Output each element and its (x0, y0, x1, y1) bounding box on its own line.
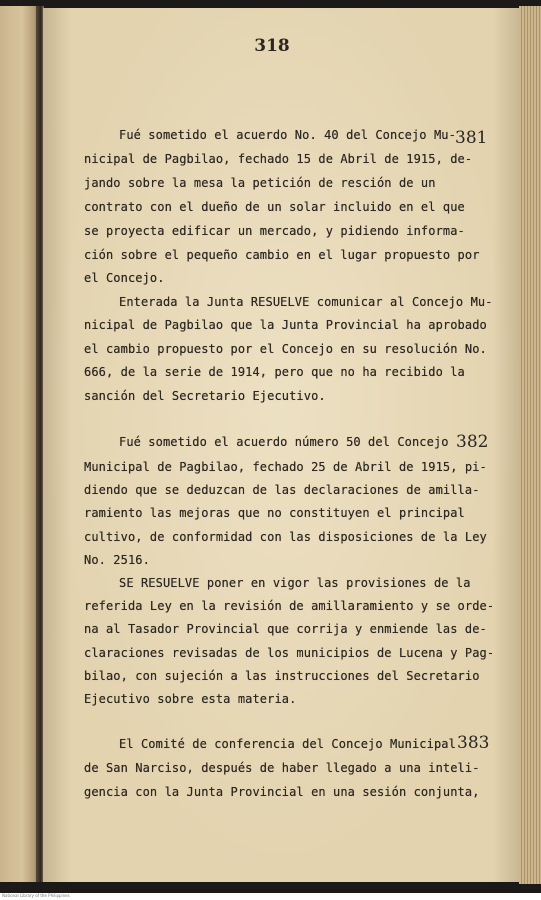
text-line: se proyecta edificar un mercado, y pidiendo informa- (84, 224, 465, 238)
text-line: sanción del Secretario Ejecutivo. (84, 389, 326, 403)
text-line: Fué sometido el acuerdo número 50 del Concejo (119, 435, 449, 449)
page-number: 318 (254, 36, 290, 56)
text-line: El Comité de conferencia del Concejo Municipal (119, 737, 456, 751)
entry-number-381: 381 (455, 128, 488, 148)
text-line: na al Tasador Provincial que corrija y enmiende las de- (84, 622, 487, 636)
text-line: jando sobre la mesa la petición de resción de un (84, 176, 436, 190)
text-line: Ejecutivo sobre esta materia. (84, 692, 297, 706)
text-line: de San Narciso, después de haber llegado a una inteli- (84, 761, 480, 775)
text-line: Fué sometido el acuerdo No. 40 del Concejo Mu- (119, 128, 456, 142)
text-line: 666, de la serie de 1914, pero que no ha recibido la (84, 365, 465, 379)
text-line: ción sobre el pequeño cambio en el lugar propuesto por (84, 248, 480, 262)
text-line: cultivo, de conformidad con las disposiciones de la Ley (84, 530, 487, 544)
text-line: diendo que se deduzcan de las declaraciones de amilla- (84, 483, 480, 497)
text-line: No. 2516. (84, 553, 150, 567)
text-line: el cambio propuesto por el Concejo en su resolución No. (84, 342, 487, 356)
left-page-edge (0, 6, 40, 882)
right-page-edges (519, 6, 541, 884)
text-line: ramiento las mejoras que no constituyen el principal (84, 506, 465, 520)
entry-number-383: 383 (457, 733, 490, 753)
text-line: Enterada la Junta RESUELVE comunicar al Concejo Mu- (119, 295, 493, 309)
text-line: nicipal de Pagbilao que la Junta Provincial ha aprobado (84, 318, 487, 332)
text-line: gencia con la Junta Provincial en una sesión conjunta, (84, 785, 480, 799)
text-line: bilao, con sujeción a las instrucciones del Secretario (84, 669, 480, 683)
footer-text: National Library of the Philippines (2, 893, 70, 898)
text-line: nicipal de Pagbilao, fechado 15 de Abril de 1915, de- (84, 152, 473, 166)
text-line: referida Ley en la revisión de amillaramiento y se orde- (84, 599, 495, 613)
text-line: Municipal de Pagbilao, fechado 25 de Abril de 1915, pi- (84, 460, 487, 474)
text-line: el Concejo. (84, 271, 165, 285)
text-line: claraciones revisadas de los municipios de Lucena y Pag- (84, 646, 495, 660)
scan-footer (0, 893, 541, 900)
text-line: contrato con el dueño de un solar incluido en el que (84, 200, 465, 214)
text-line: SE RESUELVE poner en vigor las provisiones de la (119, 576, 471, 590)
entry-number-382: 382 (456, 432, 489, 452)
